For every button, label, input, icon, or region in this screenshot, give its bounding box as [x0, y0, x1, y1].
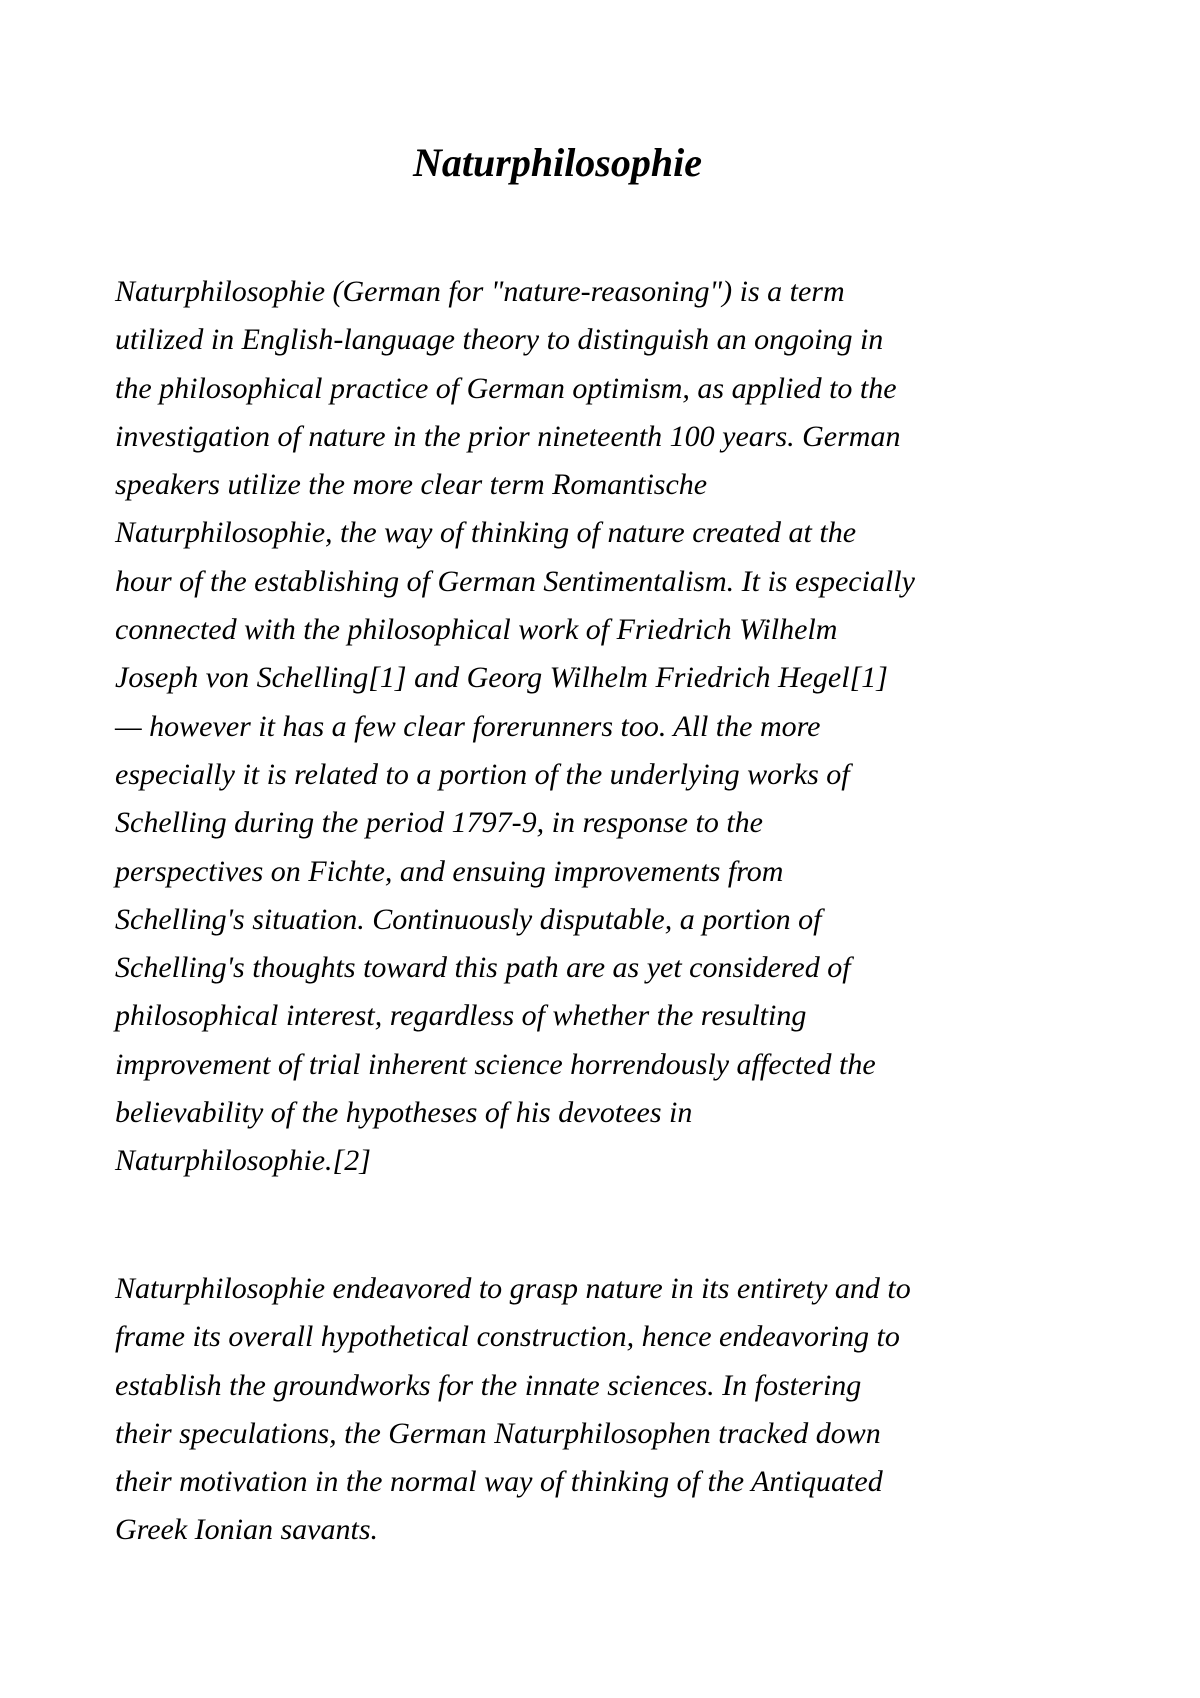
body-paragraph-1: Naturphilosophie (German for "nature-reasoning") is a term utilized in English-language theory to distinguish an ongoing in the philosophical practice of German optimism, as applied to the investigation of nature in the prior nineteenth 100 years. German speakers utilize the more clear term Romantische Naturphilosophie, the way of thinking of nature created at the hour of the establishing of German Sentimentalism. It is especially connected with the philosophical work of Friedrich Wilhelm Joseph von Schelling[1] and Georg Wilhelm Friedrich Hegel[1] — however it has a few clear forerunners too. All the more especially it is related to a portion of the underlying works of Schelling during the period 1797-9, in response to the perspectives on Fichte, and ensuing improvements from Schelling's situation. Continuously disputable, a portion of Schelling's thoughts toward this path are as yet considered of philosophical interest, regardless of whether the resulting improvement of trial inherent science horrendously affected the believability of the hypotheses of his devotees in Naturphilosophie.[2] — [115, 275, 915, 1178]
page-title: Naturphilosophie — [413, 140, 702, 185]
body-paragraph-2: Naturphilosophie endeavored to grasp nature in its entirety and to frame its overall hypothetical construction, hence endeavoring to establish the groundworks for the innate sciences. In fostering their speculations, the German Naturphilosophen tracked down their motivation in the normal way of thinking of the Antiquated Greek Ionian savants. — [115, 1272, 911, 1547]
